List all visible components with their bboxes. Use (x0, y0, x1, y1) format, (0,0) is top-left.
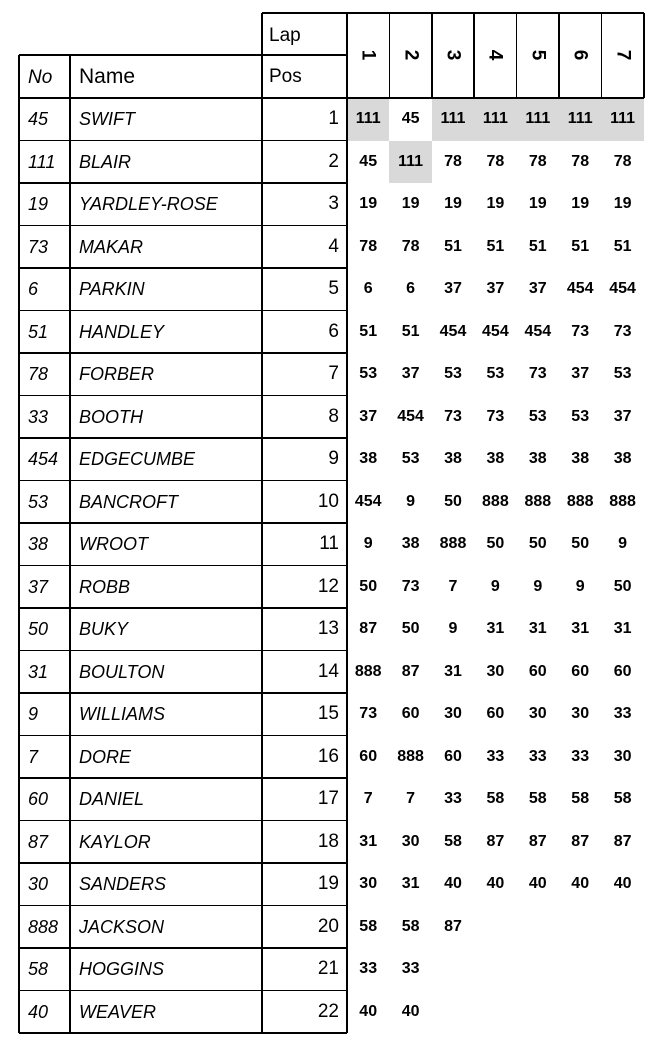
position: 2 (328, 150, 339, 172)
lap-cell: 30 (528, 705, 547, 723)
grid-line (19, 947, 347, 949)
driver-name: BANCROFT (79, 491, 178, 512)
lap-cell: 888 (566, 492, 594, 510)
lap-cell: 51 (613, 237, 632, 255)
grid-line (262, 12, 644, 14)
lap-cell: 50 (613, 577, 632, 595)
lap-cell: 9 (618, 535, 628, 553)
lap-cell: 73 (613, 322, 632, 340)
lap-cell: 73 (359, 705, 378, 723)
lap-cell: 31 (359, 832, 378, 850)
car-number: 6 (28, 279, 39, 300)
grid-line (19, 480, 347, 482)
lap-cell: 53 (571, 407, 590, 425)
position: 11 (319, 533, 339, 555)
driver-name: FORBER (79, 364, 155, 385)
grid-line (261, 13, 263, 1033)
position: 9 (328, 448, 339, 470)
position: 16 (317, 745, 339, 767)
grid-line (19, 140, 347, 142)
grid-line (19, 1032, 347, 1034)
grid-line (19, 522, 347, 524)
position: 6 (328, 320, 339, 342)
grid-line (19, 352, 347, 354)
lap-cell: 40 (528, 875, 547, 893)
lap-cell: 454 (354, 492, 382, 510)
lap-cell: 53 (401, 450, 420, 468)
driver-name: BUKY (79, 619, 129, 640)
lap-cell: 38 (359, 450, 378, 468)
lap-cell: 51 (401, 322, 420, 340)
lap-cell: 78 (359, 237, 378, 255)
lap-cell: 38 (486, 450, 505, 468)
lap-cell: 454 (397, 407, 424, 425)
lap-cell: 50 (486, 535, 505, 553)
lap-cell: 454 (566, 280, 594, 298)
car-number: 78 (28, 364, 49, 385)
lap-cell: 31 (486, 620, 505, 638)
driver-name: BOULTON (79, 661, 165, 682)
grid-line (262, 54, 347, 56)
lap-cell: 111 (610, 110, 636, 128)
lap-cell: 111 (567, 110, 593, 128)
lap-cell: 60 (486, 705, 505, 723)
lap-cell: 58 (444, 832, 462, 850)
lap-cell: 37 (359, 407, 378, 425)
lap-cell: 45 (359, 152, 378, 170)
lap-cell: 888 (482, 492, 509, 510)
grid-line (601, 13, 603, 98)
position: 22 (317, 1000, 339, 1022)
lap-cell: 7 (448, 577, 458, 595)
lap-cell: 53 (486, 365, 505, 383)
lap-cell: 31 (571, 620, 590, 638)
lap-cell: 38 (613, 450, 632, 468)
lap-cell: 9 (406, 492, 416, 510)
grid-line (347, 97, 644, 99)
car-number: 33 (28, 406, 49, 427)
lap-cell: 38 (571, 450, 590, 468)
lap-cell: 50 (571, 535, 590, 553)
lap-cell: 9 (575, 577, 585, 595)
lap-cell: 73 (486, 407, 505, 425)
lap-cell: 87 (359, 620, 378, 638)
grid-line (19, 437, 347, 439)
lap-cell: 78 (401, 237, 420, 255)
position: 17 (317, 788, 339, 810)
grid-line (431, 13, 433, 98)
car-number: 53 (28, 491, 49, 512)
position: 20 (317, 915, 339, 937)
lap-cell: 454 (609, 280, 636, 298)
lap-cell: 9 (490, 577, 500, 595)
driver-name: WILLIAMS (79, 704, 166, 725)
grid-line (19, 54, 262, 56)
grid-line (19, 395, 347, 397)
lap-cell: 111 (398, 152, 424, 170)
position: 3 (328, 193, 339, 215)
lap-cell: 40 (444, 875, 462, 893)
driver-name: WEAVER (79, 1001, 157, 1022)
lap-cell: 58 (571, 790, 590, 808)
position: 5 (328, 278, 339, 300)
lap-cell: 78 (571, 152, 590, 170)
lap-cell: 33 (359, 960, 378, 978)
car-number: 45 (28, 109, 49, 130)
grid-line (19, 735, 347, 737)
lap-cell: 30 (613, 747, 632, 765)
grid-line (389, 13, 391, 98)
grid-line (19, 692, 347, 694)
lap-cell: 888 (609, 492, 636, 510)
position: 13 (317, 618, 339, 640)
lap-cell: 51 (359, 322, 378, 340)
lap-cell: 60 (401, 705, 420, 723)
lap-cell: 454 (482, 322, 509, 340)
car-number: 454 (28, 449, 59, 470)
grid-line (19, 905, 347, 907)
driver-name: BLAIR (79, 151, 132, 172)
car-number: 111 (28, 151, 56, 172)
lap-cell: 60 (571, 662, 590, 680)
lap-header-2: 2 (400, 49, 422, 61)
lap-cell: 40 (401, 1002, 420, 1020)
position: 8 (328, 405, 339, 427)
grid-line (69, 55, 71, 1033)
grid-line (19, 820, 347, 822)
lap-cell: 53 (613, 365, 632, 383)
lap-cell: 53 (528, 407, 547, 425)
lap-cell: 454 (524, 322, 552, 340)
lap-cell: 78 (613, 152, 632, 170)
header-lap: Lap (269, 25, 301, 46)
car-number: 30 (28, 874, 49, 895)
lap-cell: 9 (533, 577, 543, 595)
position: 21 (317, 958, 339, 980)
driver-name: DORE (79, 746, 132, 767)
lap-cell: 87 (528, 832, 547, 850)
position: 15 (317, 703, 339, 725)
lap-cell: 31 (401, 875, 420, 893)
position: 12 (317, 575, 339, 597)
driver-name: JACKSON (79, 916, 165, 937)
grid-line (19, 777, 347, 779)
lap-cell: 33 (571, 747, 590, 765)
driver-name: BOOTH (79, 406, 144, 427)
lap-cell: 6 (363, 280, 373, 298)
lap-header-6: 6 (569, 49, 591, 61)
lap-cell: 78 (528, 152, 547, 170)
lap-cell: 31 (444, 662, 462, 680)
car-number: 7 (28, 746, 39, 767)
driver-name: WROOT (79, 534, 148, 555)
grid-line (19, 650, 347, 652)
lap-cell: 40 (571, 875, 590, 893)
lap-cell: 19 (528, 195, 547, 213)
lap-cell: 111 (355, 110, 381, 128)
lap-header-4: 4 (484, 49, 506, 61)
car-number: 40 (28, 1001, 49, 1022)
position: 18 (317, 830, 339, 852)
driver-name: MAKAR (79, 236, 144, 257)
lap-cell: 38 (401, 535, 420, 553)
driver-name: HOGGINS (79, 959, 165, 980)
lap-cell: 111 (440, 110, 466, 128)
lap-cell: 888 (439, 535, 467, 553)
lap-cell: 111 (525, 110, 551, 128)
lap-cell: 53 (359, 365, 378, 383)
car-number: 888 (28, 916, 59, 937)
grid-line (558, 13, 560, 98)
position: 4 (328, 235, 339, 257)
lap-cell: 40 (359, 1002, 378, 1020)
position: 19 (317, 873, 339, 895)
car-number: 73 (28, 236, 49, 257)
lap-cell: 37 (613, 407, 632, 425)
lap-cell: 87 (486, 832, 505, 850)
position: 1 (328, 108, 339, 130)
driver-name: DANIEL (79, 789, 145, 810)
lap-cell: 58 (528, 790, 547, 808)
lap-cell: 888 (524, 492, 552, 510)
lap-cell: 87 (571, 832, 590, 850)
lap-cell: 33 (444, 790, 462, 808)
lap-cell: 60 (528, 662, 547, 680)
driver-name: SANDERS (79, 874, 167, 895)
grid-line (19, 310, 347, 312)
lap-cell: 51 (571, 237, 590, 255)
grid-line (19, 267, 347, 269)
grid-line (19, 182, 347, 184)
lap-cell: 40 (613, 875, 632, 893)
lap-cell: 51 (528, 237, 547, 255)
header-name: Name (79, 65, 136, 88)
grid-line (19, 97, 347, 99)
lap-cell: 60 (444, 747, 462, 765)
lap-cell: 50 (359, 577, 378, 595)
lap-cell: 33 (486, 747, 505, 765)
lap-cell: 19 (613, 195, 632, 213)
driver-name: YARDLEY-ROSE (79, 194, 218, 215)
driver-name: SWIFT (79, 109, 135, 130)
lap-cell: 19 (401, 195, 420, 213)
lap-cell: 87 (444, 917, 462, 935)
grid-line (643, 13, 645, 98)
lap-cell: 33 (401, 960, 420, 978)
lap-cell: 37 (571, 365, 590, 383)
lap-cell: 40 (486, 875, 505, 893)
lap-cell: 37 (401, 365, 420, 383)
lap-header-3: 3 (442, 49, 464, 61)
lap-cell: 7 (406, 790, 416, 808)
lap-cell: 454 (439, 322, 467, 340)
lap-cell: 51 (486, 237, 505, 255)
lap-cell: 73 (571, 322, 590, 340)
lap-cell: 31 (613, 620, 632, 638)
lap-cell: 87 (613, 832, 632, 850)
car-number: 9 (28, 704, 39, 725)
grid-line (19, 607, 347, 609)
lap-cell: 30 (401, 832, 420, 850)
lap-cell: 9 (363, 535, 373, 553)
lap-cell: 37 (486, 280, 505, 298)
lap-cell: 19 (359, 195, 378, 213)
lap-cell: 78 (486, 152, 505, 170)
lap-cell: 7 (363, 790, 373, 808)
lap-cell: 30 (486, 662, 505, 680)
car-number: 37 (28, 576, 49, 597)
driver-name: HANDLEY (79, 321, 165, 342)
lap-cell: 73 (528, 365, 547, 383)
lap-cell: 30 (359, 875, 378, 893)
lap-cell: 73 (401, 577, 420, 595)
lap-cell: 33 (528, 747, 547, 765)
driver-name: ROBB (79, 576, 131, 597)
lap-cell: 73 (444, 407, 462, 425)
grid-line (18, 55, 20, 1033)
position: 14 (317, 660, 339, 682)
driver-name: PARKIN (79, 279, 145, 300)
lap-cell: 888 (354, 662, 382, 680)
car-number: 51 (28, 321, 49, 342)
lap-cell: 60 (613, 662, 632, 680)
grid-line (516, 13, 518, 98)
grid-line (19, 862, 347, 864)
lap-cell: 30 (571, 705, 590, 723)
lap-cell: 45 (401, 110, 420, 128)
lap-cell: 111 (482, 110, 508, 128)
car-number: 38 (28, 534, 49, 555)
lap-cell: 58 (401, 917, 420, 935)
header-pos: Pos (269, 66, 302, 87)
lap-cell: 53 (444, 365, 462, 383)
lap-header-7: 7 (612, 49, 634, 61)
lap-cell: 888 (397, 747, 424, 765)
lap-cell: 37 (528, 280, 547, 298)
header-no: No (28, 67, 53, 88)
grid-line (346, 13, 348, 1033)
car-number: 19 (28, 194, 49, 215)
lap-cell: 30 (444, 705, 462, 723)
grid-line (19, 225, 347, 227)
lap-cell: 58 (359, 917, 378, 935)
car-number: 60 (28, 789, 49, 810)
lap-cell: 38 (528, 450, 547, 468)
lap-cell: 58 (486, 790, 505, 808)
lap-cell: 58 (613, 790, 632, 808)
lap-cell: 9 (448, 620, 458, 638)
lap-header-1: 1 (357, 49, 379, 61)
lap-cell: 31 (528, 620, 547, 638)
lap-cell: 19 (571, 195, 590, 213)
lap-cell: 19 (444, 195, 462, 213)
car-number: 87 (28, 831, 49, 852)
lap-cell: 33 (613, 705, 632, 723)
grid-line (473, 13, 475, 98)
car-number: 58 (28, 959, 49, 980)
lap-cell: 50 (528, 535, 547, 553)
lap-cell: 37 (444, 280, 462, 298)
lap-header-5: 5 (527, 49, 549, 61)
car-number: 31 (28, 661, 49, 682)
lap-cell: 60 (359, 747, 378, 765)
lap-cell: 78 (444, 152, 462, 170)
lap-cell: 6 (406, 280, 416, 298)
position: 10 (317, 490, 339, 512)
grid-line (19, 565, 347, 567)
lap-cell: 50 (444, 492, 462, 510)
car-number: 50 (28, 619, 49, 640)
lap-cell: 51 (444, 237, 462, 255)
driver-name: KAYLOR (79, 831, 151, 852)
driver-name: EDGECUMBE (79, 449, 196, 470)
grid-line (19, 990, 347, 992)
lap-cell: 50 (401, 620, 420, 638)
position: 7 (328, 363, 339, 385)
lap-cell: 38 (444, 450, 462, 468)
lap-cell: 87 (401, 662, 420, 680)
lap-cell: 19 (486, 195, 505, 213)
